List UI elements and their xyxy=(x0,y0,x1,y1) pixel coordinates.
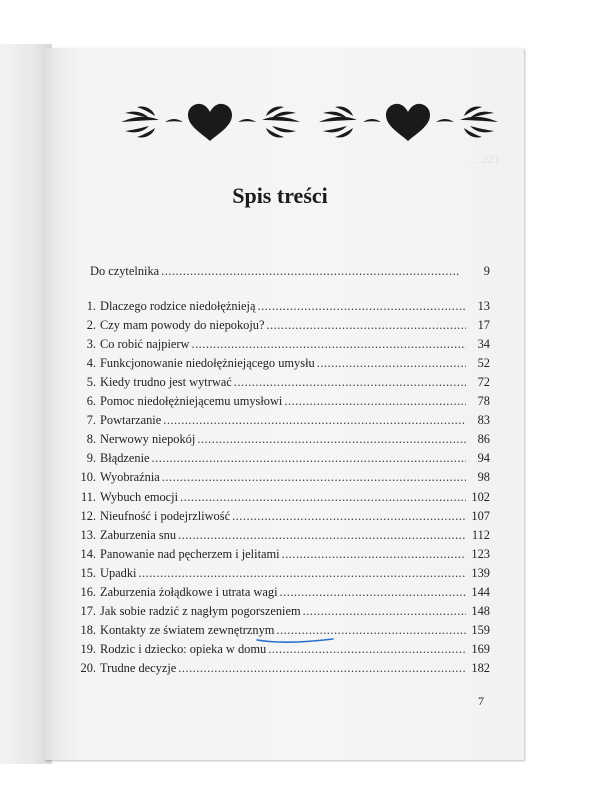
toc-entry-chapter xyxy=(78,375,490,394)
toc-leader-dots xyxy=(138,566,466,581)
toc-entry-number: 8. xyxy=(86,432,96,447)
toc-leader-dots xyxy=(257,299,466,314)
toc-entry-number: 6. xyxy=(86,394,96,409)
toc-entry-number: 20. xyxy=(80,660,96,675)
toc-entry-chapter xyxy=(78,413,490,432)
toc-entry-number: 14. xyxy=(80,546,96,561)
toc-leader-dots xyxy=(267,318,467,333)
toc-entry-number: 11. xyxy=(80,489,96,504)
toc-entry-chapter xyxy=(78,318,490,337)
toc-entry-number: 13. xyxy=(80,527,96,542)
toc-entry-number: 10. xyxy=(80,470,96,485)
toc-entry-label: Czy mam powody do niepokoju? xyxy=(100,318,265,333)
toc-entry-page: 86 xyxy=(477,432,490,447)
toc-leader-dots xyxy=(180,490,466,505)
toc-entry-label: Kiedy trudno jest wytrwać xyxy=(100,375,232,390)
toc-leader-dots xyxy=(280,585,466,600)
toc-entry-label: Pomoc niedołężniejącemu umysłowi xyxy=(100,394,283,409)
toc-entry-chapter xyxy=(78,337,490,356)
toc-entry-label: Co robić najpierw xyxy=(100,337,190,352)
toc-entry-label: Dlaczego rodzice niedołężnieją xyxy=(100,299,256,313)
toc-leader-dots xyxy=(163,413,466,428)
toc-entry-chapter xyxy=(78,585,490,604)
toc-leader-dots xyxy=(276,623,466,638)
toc-entry-chapter xyxy=(78,604,490,623)
page-title: Spis treści xyxy=(232,183,328,208)
toc-entry-label: Nieufność i podejrzliwość xyxy=(100,508,231,523)
page-number: 7 xyxy=(478,694,484,708)
show-through-text: ....221 xyxy=(470,152,500,166)
toc-leader-dots xyxy=(232,509,466,524)
toc-entry-number: 4. xyxy=(86,356,96,371)
toc-entry-number: 3. xyxy=(86,337,96,352)
toc-leader-dots xyxy=(317,356,466,371)
heart-ornament-right-icon xyxy=(311,96,506,148)
toc-entry-page: 169 xyxy=(471,641,490,656)
toc-leader-dots xyxy=(161,264,460,279)
toc-entry-page: 52 xyxy=(477,356,490,371)
toc-entry-page: 112 xyxy=(471,527,490,542)
toc-entry-page: 182 xyxy=(471,660,490,675)
toc-entry-label: Trudne decyzje xyxy=(100,660,177,675)
toc-leader-dots xyxy=(178,528,466,543)
toc-entry-label: Zaburzenia snu xyxy=(100,527,177,542)
toc-leader-dots xyxy=(234,375,466,390)
toc-entry-page: 144 xyxy=(471,584,490,599)
toc-entry-intro xyxy=(90,264,490,283)
toc-entry-label: Zaburzenia żołądkowe i utrata wagi xyxy=(100,584,278,599)
toc-entry-chapter xyxy=(78,509,490,528)
toc-entry-chapter xyxy=(78,356,490,375)
toc-entry-number: 5. xyxy=(86,375,96,390)
toc-entry-chapter xyxy=(78,394,490,413)
toc-leader-dots xyxy=(152,451,466,466)
toc-entry-label: Jak sobie radzić z nagłym pogorszeniem xyxy=(100,603,301,618)
toc-entry-page: 139 xyxy=(471,565,490,580)
toc-entry-page: 34 xyxy=(477,337,490,352)
toc-entry-label: Do czytelnika xyxy=(90,264,160,278)
toc-entry-page: 83 xyxy=(477,413,490,428)
toc-entry-chapter xyxy=(78,547,490,566)
toc-entry-label: Wyobraźnia xyxy=(100,470,160,485)
toc-entry-label: Wybuch emocji xyxy=(100,489,179,504)
toc-leader-dots xyxy=(197,432,466,447)
toc-entry-label: Kontakty ze światem zewnętrznym xyxy=(100,622,275,637)
toc-entry-chapter xyxy=(78,299,490,318)
toc-entry-label: Nerwowy niepokój xyxy=(100,432,196,447)
toc-entry-page: 98 xyxy=(477,470,490,485)
toc-entry-number: 7. xyxy=(86,413,96,428)
toc-entry-chapter xyxy=(78,432,490,451)
toc-entry-chapter xyxy=(78,528,490,547)
toc-entry-page: 107 xyxy=(471,508,490,523)
toc-entry-number: 19. xyxy=(80,641,96,656)
toc-leader-dots xyxy=(284,394,466,409)
toc-entry-chapter xyxy=(78,566,490,585)
toc-entry-page: 9 xyxy=(483,264,490,278)
toc-entry-page: 72 xyxy=(477,375,490,390)
toc-entry-label: Panowanie nad pęcherzem i jelitami xyxy=(100,546,280,561)
toc-entry-label: Powtarzanie xyxy=(100,413,162,428)
toc-leader-dots xyxy=(191,337,466,352)
toc-leader-dots xyxy=(303,604,466,619)
toc-entry-page: 159 xyxy=(471,622,490,637)
toc-entry-page: 123 xyxy=(471,546,490,561)
toc-leader-dots xyxy=(178,661,466,676)
toc-leader-dots xyxy=(282,547,466,562)
toc-entry-number: 2. xyxy=(86,318,96,333)
toc-entry-page: 17 xyxy=(477,318,490,333)
toc-entry-label: Rodzic i dziecko: opieka w domu xyxy=(100,641,267,656)
toc-entry-label: Błądzenie xyxy=(100,451,150,466)
toc-entry-number: 1. xyxy=(86,299,96,313)
toc-entry-chapter xyxy=(78,661,490,680)
toc-entry-number: 15. xyxy=(80,565,96,580)
toc-entry-page: 148 xyxy=(471,603,490,618)
toc-entry-number: 9. xyxy=(86,451,96,466)
toc-entry-number: 16. xyxy=(80,584,96,599)
toc-entry-label: Funkcjonowanie niedołężniejącego umysłu xyxy=(100,356,315,371)
toc-entry-page: 78 xyxy=(477,394,490,409)
toc-entry-chapter xyxy=(78,451,490,470)
toc-entry-chapter xyxy=(78,490,490,509)
toc-leader-dots xyxy=(162,470,466,485)
heart-ornament-left-icon xyxy=(113,96,308,148)
toc-entry-label: Upadki xyxy=(100,565,137,580)
toc-entry-page: 102 xyxy=(471,489,490,504)
pen-underline-mark xyxy=(255,637,335,645)
toc-entry-chapter xyxy=(78,470,490,489)
toc-entry-number: 18. xyxy=(80,622,96,637)
toc-entry-number: 17. xyxy=(80,603,96,618)
toc-entry-number: 12. xyxy=(80,508,96,523)
toc-entry-page: 94 xyxy=(477,451,490,466)
toc-entry-page: 13 xyxy=(477,299,490,313)
